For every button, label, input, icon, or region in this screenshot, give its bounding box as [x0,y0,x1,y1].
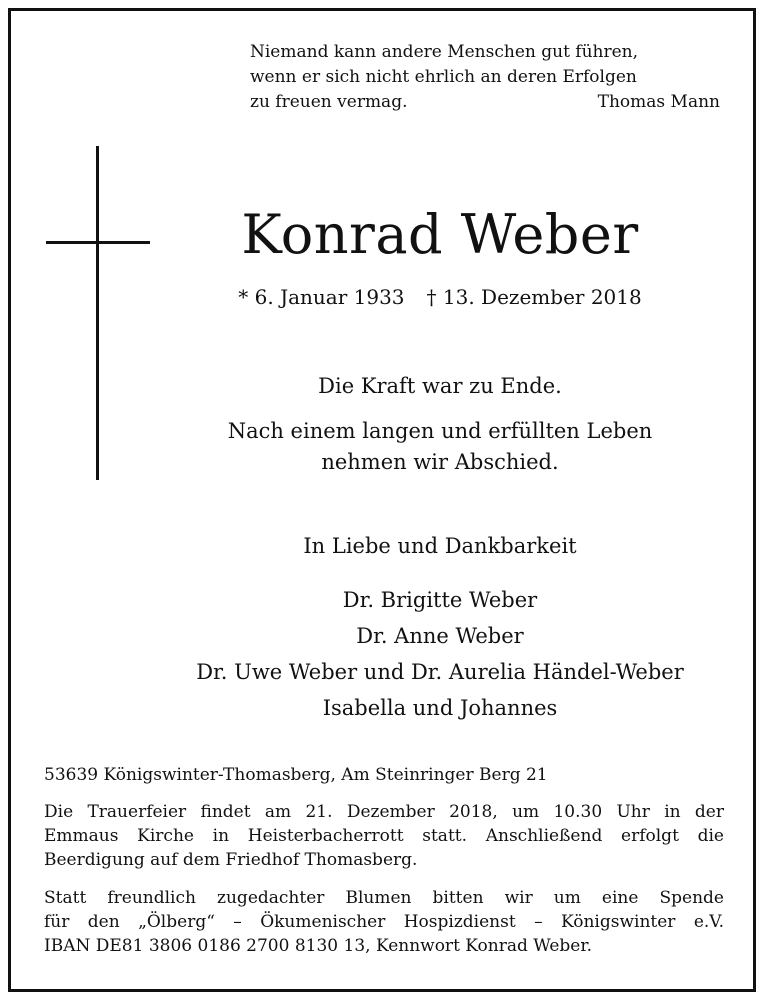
donation-line: IBAN DE81 3806 0186 2700 8130 13, Kennwort Konrad Weber. [44,936,593,956]
ceremony-line: Die Trauerfeier findet am 21. Dezember 2018, um 10.30 Uhr in der [44,802,724,822]
quote-line: Niemand kann andere Menschen gut führen, [250,42,639,62]
message-block [110,371,764,401]
cross-icon [96,146,99,480]
ceremony-info [44,800,724,872]
family-member: Dr. Anne Weber [356,624,524,648]
message-line: Die Kraft war zu Ende. [318,374,562,398]
quote-author: Thomas Mann [597,92,720,112]
quote-line: zu freuen vermag. [250,92,408,112]
address-line: 53639 Königswinter-Thomasberg, Am Steinringer Berg 21 [44,765,548,785]
message-line: Nach einem langen und erfüllten Leben [227,419,653,443]
ceremony-line: Emmaus Kirche in Heisterbacherrott statt. Anschließend erfolgt die [44,826,724,846]
donation-line: für den „Ölberg“ – Ökumenischer Hospizdienst – Königswinter e.V. [44,912,724,932]
donation-line: Statt freundlich zugedachter Blumen bitten wir um eine Spende [44,888,724,908]
family-member: Dr. Brigitte Weber [342,588,538,612]
donation-info [44,886,724,958]
deceased-name: Konrad Weber [241,203,639,266]
ceremony-line: Beerdigung auf dem Friedhof Thomasberg. [44,850,418,870]
address [44,763,724,787]
message-block-2 [110,416,764,478]
message-line: nehmen wir Abschied. [321,450,559,474]
family-member: Dr. Uwe Weber und Dr. Aurelia Händel-Weber [196,660,684,684]
life-dates [150,283,730,311]
death-date: † 13. Dezember 2018 [426,285,642,309]
quote-line: wenn er sich nicht ehrlich an deren Erfolgen [250,67,637,87]
cross-icon-bar [46,241,150,244]
birth-date: * 6. Januar 1933 [238,285,405,309]
quote-block [250,40,724,115]
thanks-line: In Liebe und Dankbarkeit [303,534,577,558]
family-list [110,582,764,726]
family-member: Isabella und Johannes [322,696,558,720]
